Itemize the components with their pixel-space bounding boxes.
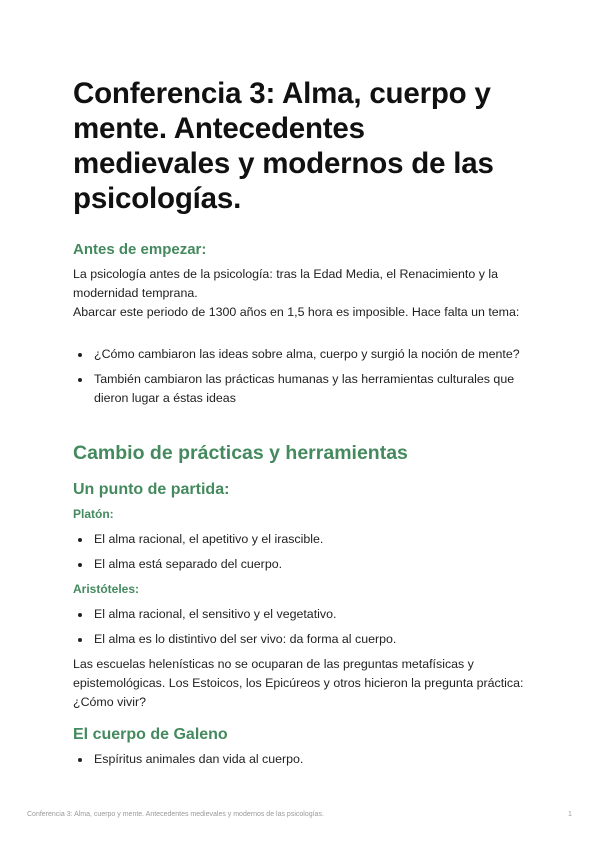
heading-punto-partida: Un punto de partida: [73,481,230,498]
list-item: El alma racional, el sensitivo y el vegetativo. [73,605,530,624]
paragraph-scope: Abarcar este periodo de 1300 años en 1,5 hora es imposible. Hace falta un tema: [73,305,520,319]
bullet-list-platon [73,530,530,574]
list-item: Espíritus animales dan vida al cuerpo. [73,750,530,769]
bullet-list-aristoteles [73,605,530,649]
label-platon: Platón: [73,507,114,521]
paragraph-intro: La psicología antes de la psicología: tras la Edad Media, el Renacimiento y la modernidad temprana. [73,267,498,300]
document-title: Conferencia 3: Alma, cuerpo y mente. Antecedentes medievales y modernos de las psicologías. [73,77,494,215]
list-item: También cambiaron las prácticas humanas y las herramientas culturales que dieron lugar a éstas ideas [73,370,530,408]
bullet-list-galeno [73,750,530,769]
list-item: ¿Cómo cambiaron las ideas sobre alma, cuerpo y surgió la noción de mente? [73,345,530,364]
label-aristoteles: Aristóteles: [73,582,140,596]
heading-cambio: Cambio de prácticas y herramientas [73,442,408,464]
heading-galeno: El cuerpo de Galeno [73,726,228,743]
list-item: El alma racional, el apetitivo y el irascible. [73,530,530,549]
list-item: El alma es lo distintivo del ser vivo: da forma al cuerpo. [73,630,530,649]
document-title-block [73,76,520,216]
page-footer-text: Conferencia 3: Alma, cuerpo y mente. Antecedentes medievales y modernos de las psicologías. [27,811,324,818]
bullet-list-antes [73,345,530,408]
page-number: 1 [568,811,572,818]
list-item: El alma está separado del cuerpo. [73,555,530,574]
paragraph-helenisticas: Las escuelas helenísticas no se ocuparan de las preguntas metafísicas y epistemológicas. Los Estoicos, los Epicúreos y otros hicieron la pregunta práctica: ¿Cómo vivir? [73,657,524,709]
heading-antes: Antes de empezar: [73,241,207,258]
